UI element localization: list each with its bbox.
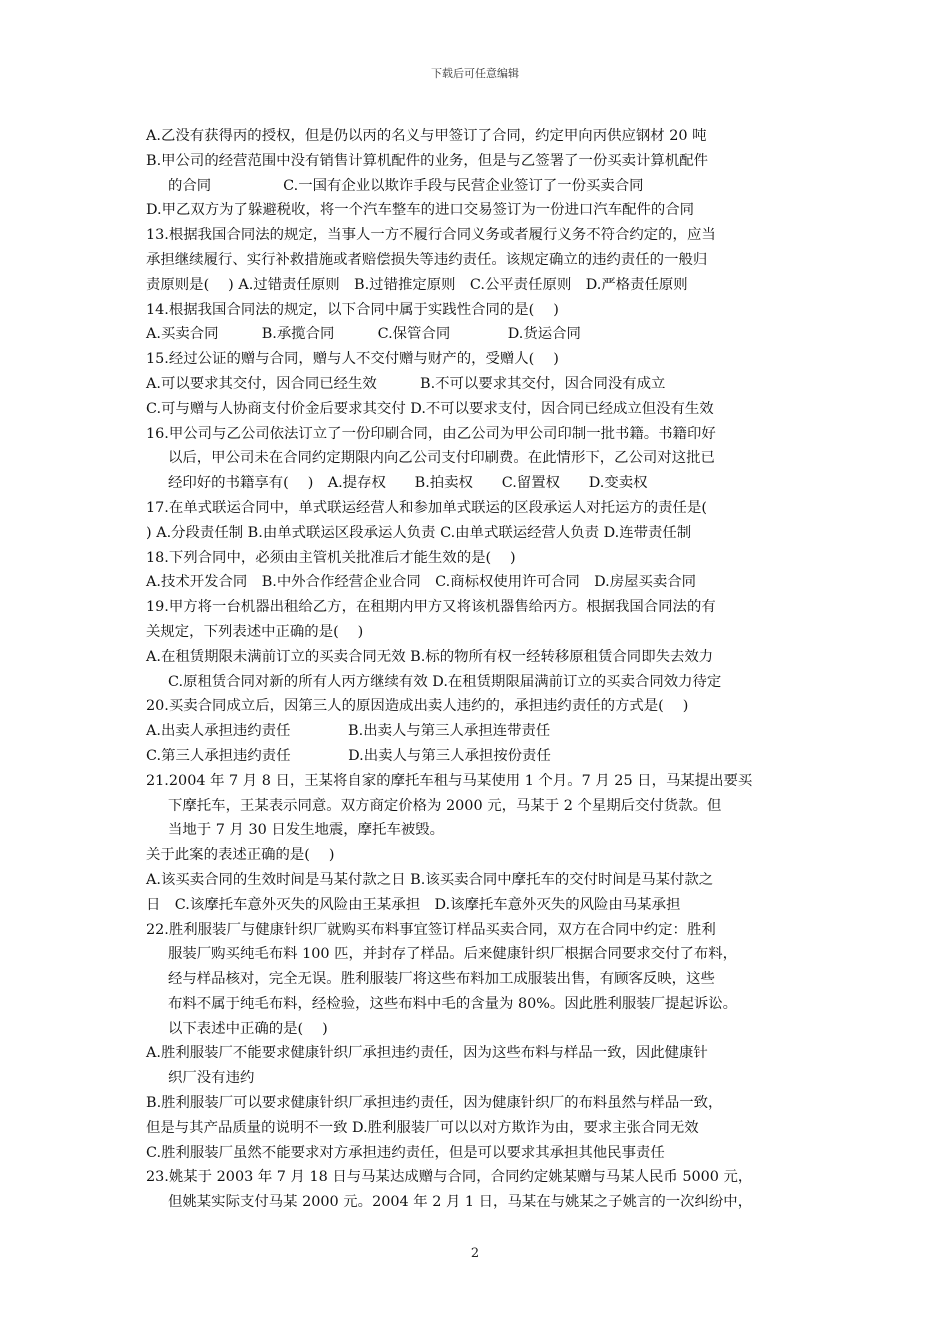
text-line: D.甲乙双方为了躲避税收，将一个汽车整车的进口交易签订为一份进口汽车配件的合同 (146, 202, 695, 219)
text-line: 23.姚某于 2003 年 7 月 18 日与马某达成赠与合同，合同约定姚某赠与马某人民币 5000 元， (146, 1169, 753, 1186)
text-line: 18.下列合同中，必须由主管机关批准后才能生效的是( ) (146, 549, 516, 566)
text-line: 以下表述中正确的是( ) (168, 1020, 328, 1037)
text-line: 承担继续履行、实行补救措施或者赔偿损失等违约责任。该规定确立的违约责任的一般归 (146, 251, 708, 268)
text-line: 经与样品核对，完全无误。胜利服装厂将这些布料加工成服装出售，有顾客反映，这些 (168, 971, 715, 988)
text-line: 当地于 7 月 30 日发生地震，摩托车被毁。 (168, 822, 445, 839)
text-line: C.第三人承担违约责任 D.出卖人与第三人承担按份责任 (146, 747, 551, 764)
text-line: 经印好的书籍享有( ) A.提存权 B.拍卖权 C.留置权 D.变卖权 (168, 475, 648, 492)
text-line: C.原租赁合同对新的所有人丙方继续有效 D.在租赁期限届满前订立的买卖合同效力待定 (168, 673, 722, 690)
text-line: 但是与其产品质量的说明不一致 D.胜利服装厂可以以对方欺诈为由，要求主张合同无效 (146, 1119, 699, 1136)
text-line: 但姚某实际支付马某 2000 元。2004 年 2 月 1 日，马某在与姚某之子姚言的一次纠纷中， (168, 1194, 753, 1211)
text-line: 21.2004 年 7 月 8 日，王某将自家的摩托车租与马某使用 1 个月。7 月 25 日，马某提出要买 (146, 772, 753, 789)
text-line: 织厂没有违约 (168, 1070, 255, 1087)
text-line: 22.胜利服装厂与健康针织厂就购买布料事宜签订样品买卖合同，双方在合同中约定：胜利 (146, 921, 716, 938)
text-line: C.可与赠与人协商支付价金后要求其交付 D.不可以要求支付，因合同已经成立但没有生效 (146, 400, 714, 417)
text-line: 15.经过公证的赠与合同，赠与人不交付赠与财产的，受赠人( ) (146, 351, 559, 368)
text-line: 关于此案的表述正确的是( ) (146, 847, 335, 864)
text-line: A.可以要求其交付，因合同已经生效 B.不可以要求其交付，因合同没有成立 (146, 375, 666, 392)
text-line: 日 C.该摩托车意外灭失的风险由王某承担 D.该摩托车意外灭失的风险由马某承担 (146, 896, 681, 913)
text-line: C.胜利服装厂虽然不能要求对方承担违约责任，但是可以要求其承担其他民事责任 (146, 1144, 665, 1161)
text-line: A.胜利服装厂不能要求健康针织厂承担违约责任，因为这些布料与样品一致，因此健康针 (146, 1045, 708, 1062)
text-line: 13.根据我国合同法的规定，当事人一方不履行合同义务或者履行义务不符合约定的，应当 (146, 227, 716, 244)
text-line: 布料不属于纯毛布料，经检验，这些布料中毛的含量为 80%。因此胜利服装厂提起诉讼。 (168, 995, 738, 1012)
text-line: B.甲公司的经营范围中没有销售计算机配件的业务，但是与乙签署了一份买卖计算机配件 (146, 152, 708, 169)
text-line: 以后，甲公司未在合同约定期限内向乙公司支付印刷费。在此情形下，乙公司对这批已 (168, 450, 715, 467)
text-line: ) A.分段责任制 B.由单式联运区段承运人负责 C.由单式联运经营人负责 D.连带责任制 (146, 524, 692, 541)
text-line: 服装厂购买纯毛布料 100 匹，并封存了样品。后来健康针织厂根据合同要求交付了布料， (168, 946, 738, 963)
document-body (146, 124, 818, 1215)
text-line: A.在租赁期限未满前订立的买卖合同无效 B.标的物所有权一经转移原租赁合同即失去效力 (146, 648, 714, 665)
page-number: 2 (470, 1246, 480, 1261)
text-line: A.乙没有获得丙的授权，但是仍以丙的名义与甲签订了合同，约定甲向丙供应钢材 20 吨 (146, 128, 707, 144)
text-line: 20.买卖合同成立后，因第三人的原因造成出卖人违约的，承担违约责任的方式是( ) (146, 698, 689, 715)
page-header: 下载后可任意编辑 (431, 67, 519, 80)
text-line: A.技术开发合同 B.中外合作经营企业合同 C.商标权使用许可合同 D.房屋买卖合同 (146, 574, 697, 591)
text-line: 的合同 C.一国有企业以欺诈手段与民营企业签订了一份买卖合同 (168, 177, 644, 194)
text-line: 14.根据我国合同法的规定，以下合同中属于实践性合同的是( ) (146, 301, 559, 318)
text-line: 17.在单式联运合同中，单式联运经营人和参加单式联运的区段承运人对托运方的责任是( (146, 499, 707, 516)
text-line: A.买卖合同 B.承揽合同 C.保管合同 D.货运合同 (146, 326, 581, 343)
text-line: A.该买卖合同的生效时间是马某付款之日 B.该买卖合同中摩托车的交付时间是马某付款之 (146, 871, 714, 888)
text-line: 下摩托车，王某表示同意。双方商定价格为 2000 元，马某于 2 个星期后交付货款。但 (168, 797, 722, 814)
text-line: B.胜利服装厂可以要求健康针织厂承担违约责任，因为健康针织厂的布料虽然与样品一致， (146, 1095, 723, 1112)
text-line: 19.甲方将一台机器出租给乙方，在租期内甲方又将该机器售给丙方。根据我国合同法的有 (146, 599, 716, 616)
text-line: 责原则是( ) A.过错责任原则 B.过错推定原则 C.公平责任原则 D.严格责任原则 (146, 276, 688, 293)
text-line: A.出卖人承担违约责任 B.出卖人与第三人承担连带责任 (146, 723, 551, 740)
text-line: 16.甲公司与乙公司依法订立了一份印刷合同，由乙公司为甲公司印制一批书籍。书籍印好 (146, 425, 716, 442)
text-line: 关规定，下列表述中正确的是( ) (146, 623, 364, 640)
